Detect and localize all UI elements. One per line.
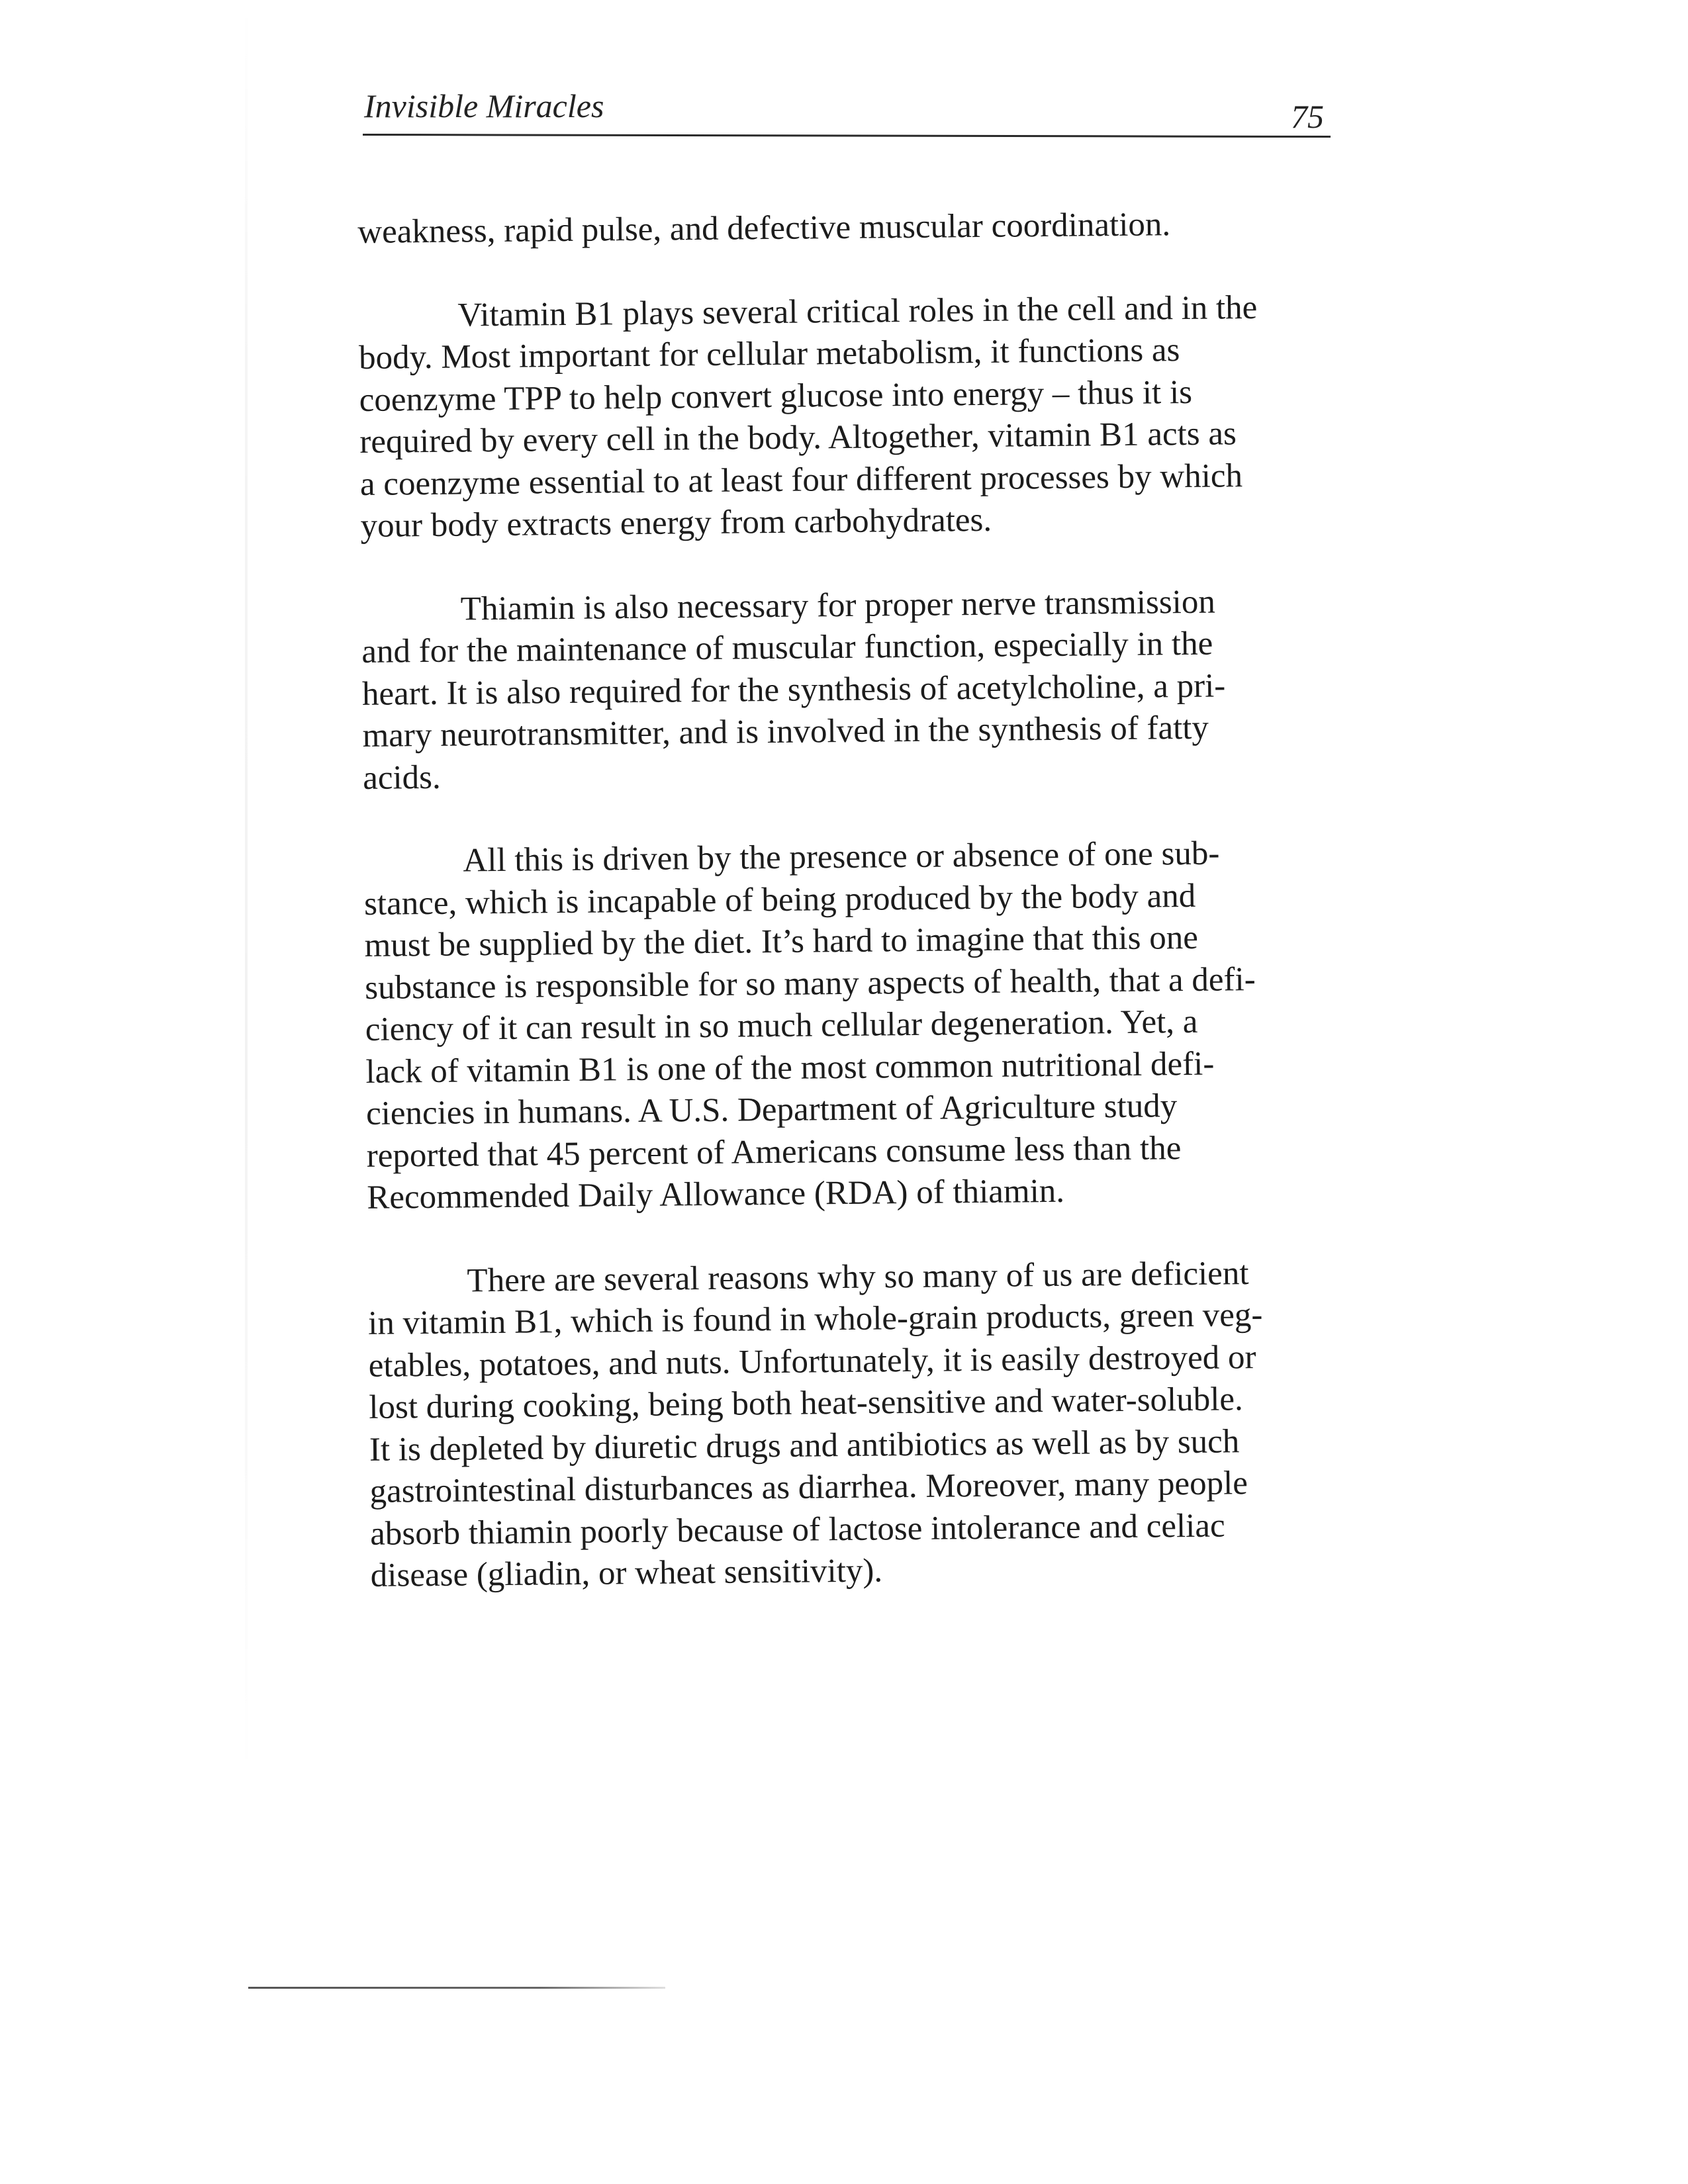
page-edge-shadow (245, 0, 248, 1787)
header-rule (363, 134, 1331, 138)
running-header (364, 79, 1331, 135)
text-line: stance, which is incapable of being produced by the body and (363, 877, 1196, 923)
paragraph-2 (358, 286, 1327, 547)
text-line: absorb thiamin poorly because of lactose intolerance and celiac (369, 1507, 1225, 1553)
text-line: substance is responsible for so many aspects of health, that a defi- (364, 960, 1256, 1007)
text-line: acids. (362, 758, 442, 797)
text-line: Vitamin B1 plays several critical roles in the cell and in the (457, 289, 1258, 334)
text-line: lack of vitamin B1 is one of the most common nutritional defi- (365, 1045, 1215, 1091)
text-line: reported that 45 percent of Americans consume less than the (366, 1129, 1182, 1175)
text-line: mary neurotransmitter, and is involved in the synthesis of fatty (362, 709, 1209, 754)
text-line: Thiamin is also necessary for proper nerve transmission (460, 583, 1216, 628)
text-line: It is depleted by diuretic drugs and antibiotics as well as by such (369, 1422, 1240, 1469)
text-line: in vitamin B1, which is found in whole-grain products, green veg- (367, 1296, 1263, 1342)
text-line: weakness, rapid pulse, and defective muscular coordination. (357, 206, 1171, 251)
paragraph-3 (361, 580, 1329, 799)
text-line: Recommended Daily Allowance (RDA) of thiamin. (367, 1172, 1065, 1216)
text-line: etables, potatoes, and nuts. Unfortunately, it is easily destroyed or (368, 1338, 1256, 1385)
paragraph-4 (363, 832, 1333, 1219)
text-line: disease (gliadin, or wheat sensitivity). (370, 1552, 883, 1594)
text-line: All this is driven by the presence or absence of one sub- (463, 835, 1220, 880)
text-line: ciency of it can result in so much cellular degeneration. Yet, a (365, 1003, 1198, 1048)
page-number: 75 (1291, 98, 1324, 135)
text-line: body. Most important for cellular metabolism, it functions as (358, 332, 1180, 377)
text-line: must be supplied by the diet. It’s hard to imagine that this one (364, 919, 1199, 964)
paragraph-1 (357, 203, 1325, 254)
text-line: lost during cooking, being both heat-sensitive and water-soluble. (369, 1381, 1244, 1426)
running-title: Invisible Miracles (364, 87, 604, 124)
text-line: your body extracts energy from carbohydrates. (360, 501, 992, 545)
text-line: and for the maintenance of muscular function, especially in the (361, 625, 1213, 670)
text-line: a coenzyme essential to at least four different processes by which (359, 457, 1243, 503)
text-line: There are several reasons why so many of us are deficient (467, 1254, 1249, 1299)
text-line: gastrointestinal disturbances as diarrhea. Moreover, many people (369, 1465, 1248, 1510)
text-line: heart. It is also required for the synthesis of acetylcholine, a pri- (361, 666, 1226, 713)
paragraph-5 (367, 1251, 1337, 1597)
text-line: ciencies in humans. A U.S. Department of Agriculture study (365, 1087, 1178, 1132)
text-line: coenzyme TPP to help convert glucose into energy – thus it is (359, 373, 1193, 419)
text-line: required by every cell in the body. Altogether, vitamin B1 acts as (359, 415, 1237, 461)
body-text (357, 203, 1338, 1639)
footer-rule (248, 1987, 665, 1989)
